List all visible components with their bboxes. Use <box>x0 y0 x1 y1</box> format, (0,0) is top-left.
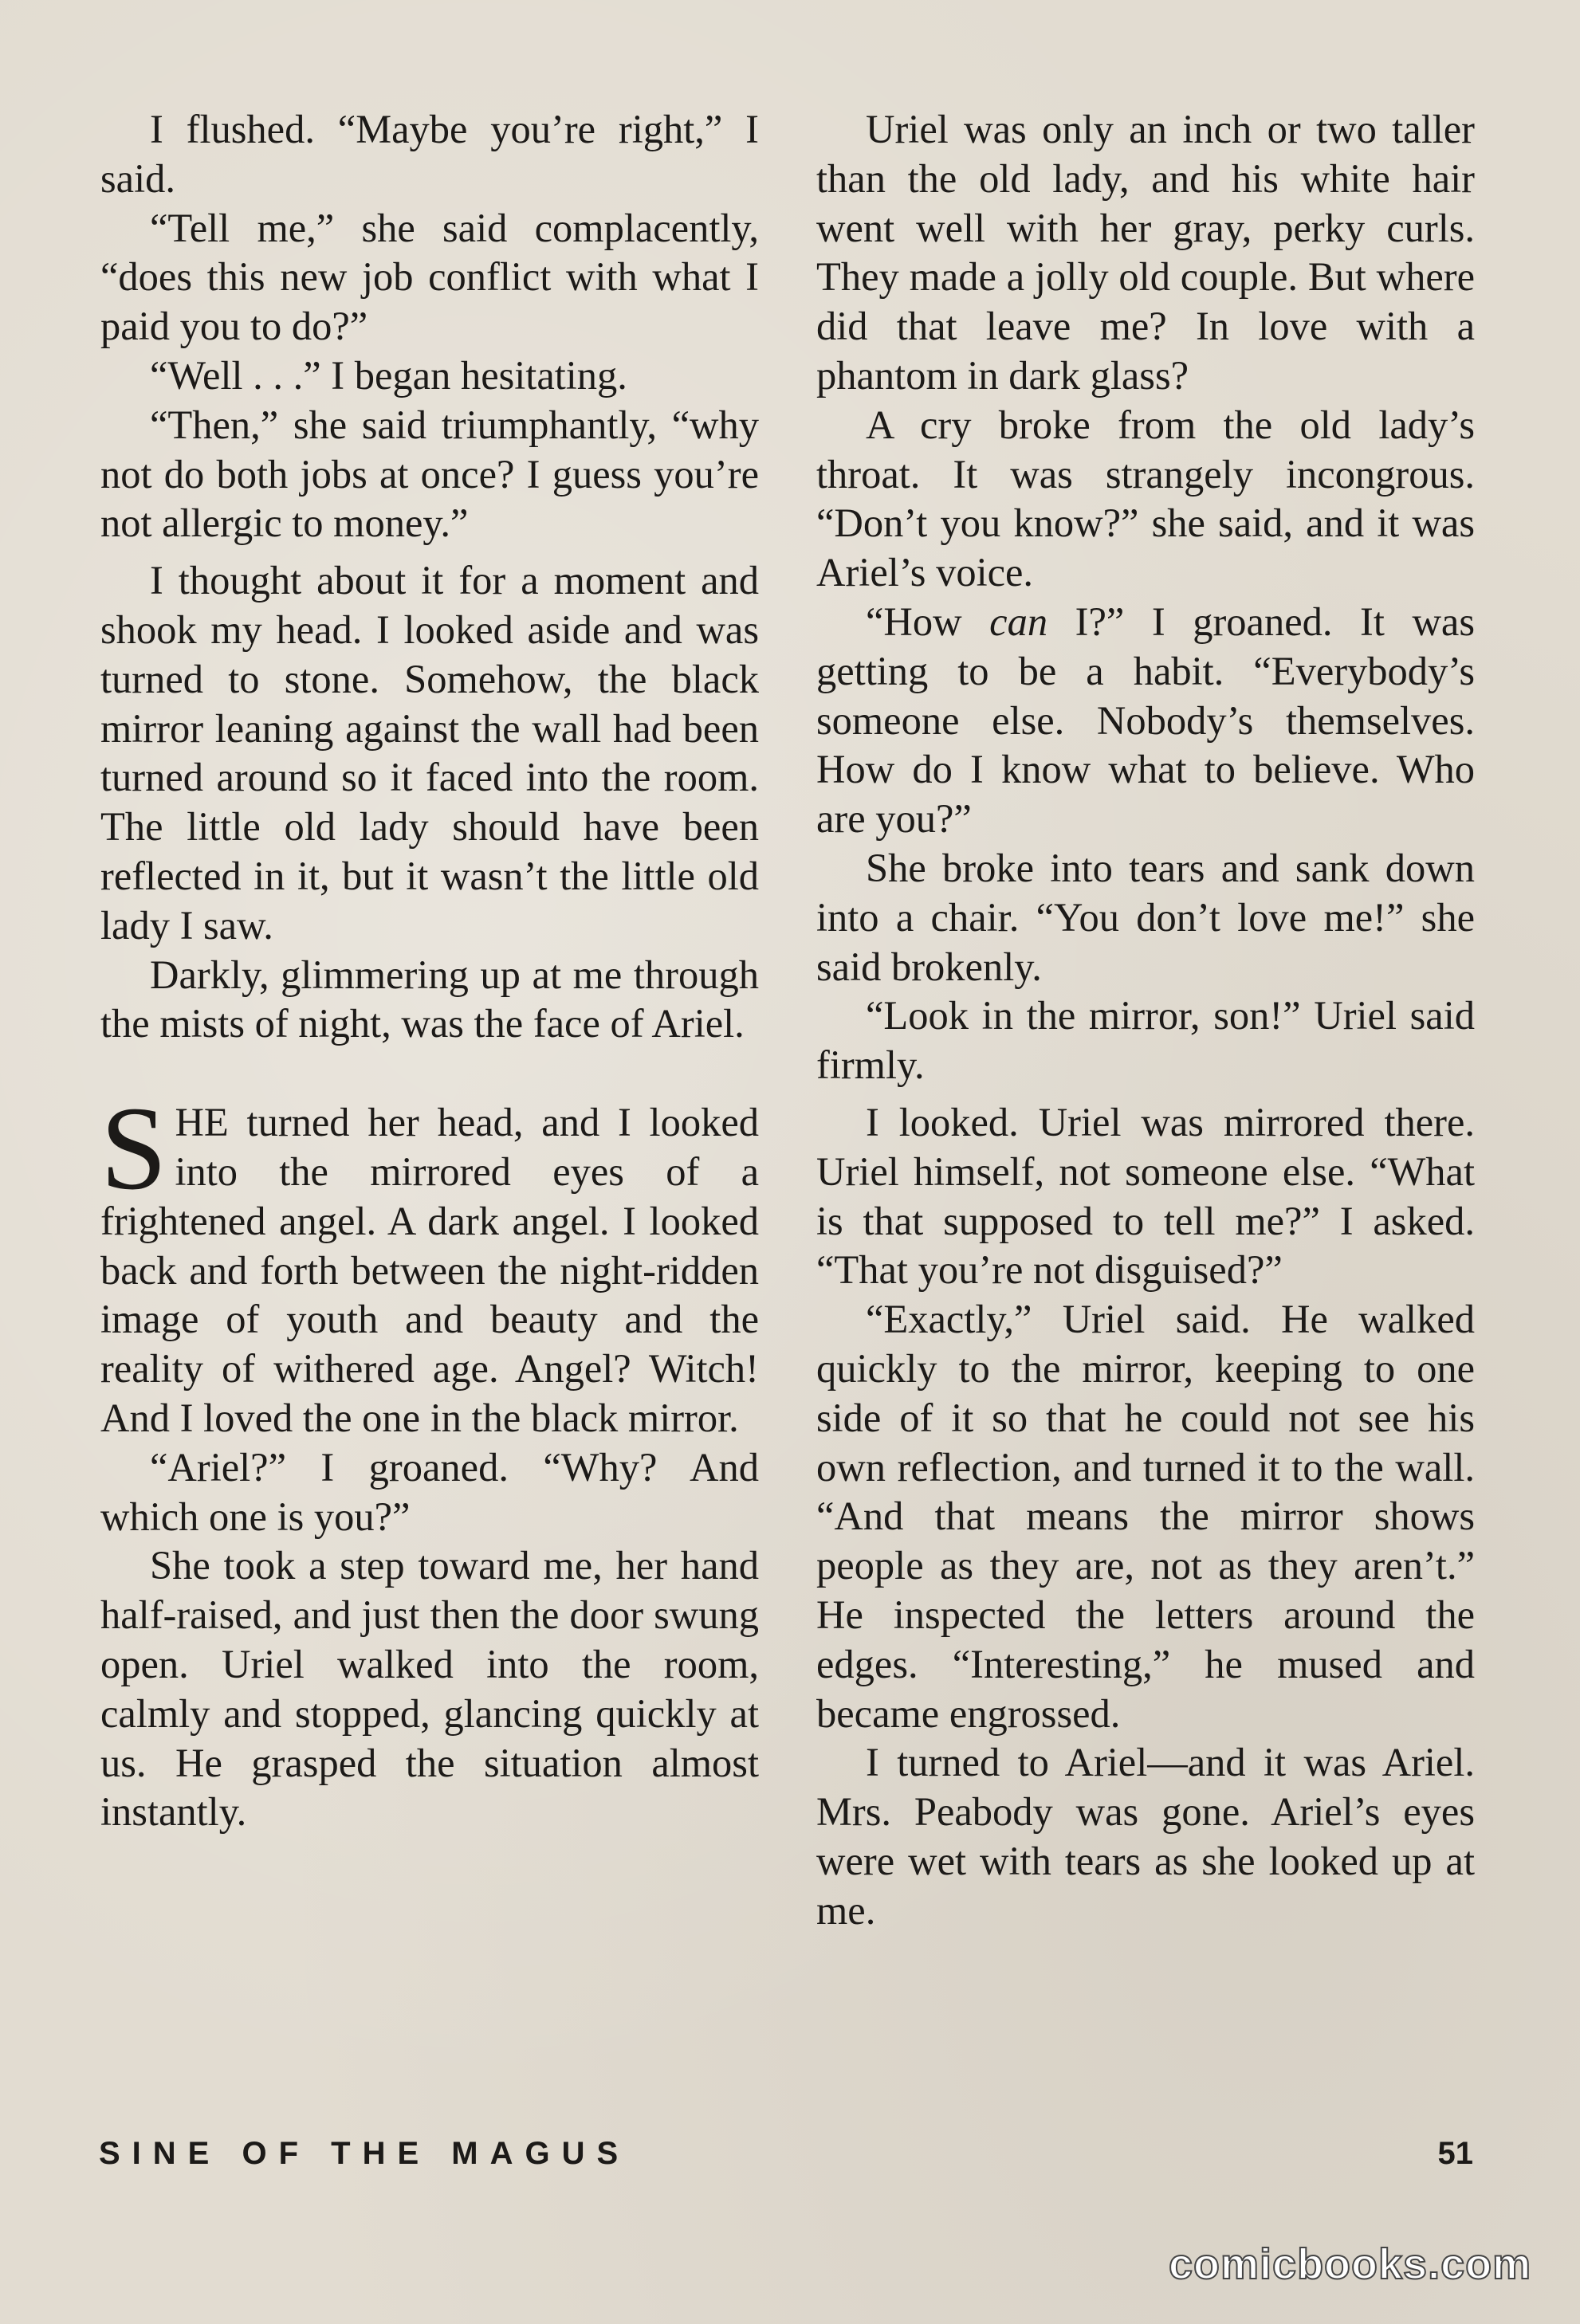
drop-cap: S <box>100 1082 167 1215</box>
paragraph: Darkly, glimmering up at me through the mists of night, was the face of Ariel. <box>100 952 759 1046</box>
paragraph-text: “How <box>866 599 990 644</box>
paragraph: I turned to Ariel—and it was Ariel. Mrs. Peabody was gone. Ariel’s eyes were wet with tears as she looked up at me. <box>816 1740 1475 1933</box>
paragraph: I looked. Uriel was mirrored there. Uriel himself, not someone else. “What is that supposed to tell me?” I asked. “That you’re not disguised?” <box>816 1099 1475 1293</box>
paragraph: “Look in the mirror, son!” Uriel said firmly. <box>816 993 1475 1088</box>
paragraph: “Exactly,” Uriel said. He walked quickly to the mirror, keeping to one side of it so that he could not see his own reflection, and turned it to the wall. “And that means the mirror shows people as they are, not as they aren’t.” He inspected the letters around the edges. “Interesting,” he mused and became engrossed. <box>816 1297 1475 1736</box>
paragraph: A cry broke from the old lady’s throat. It was strangely incongrous. “Don’t you know?” she said, and it was Ariel’s voice. <box>816 402 1475 595</box>
lead-caps: HE <box>175 1100 229 1145</box>
left-column <box>100 105 759 1837</box>
paragraph-text: I?” I groaned. It was getting to be a habit. “Everybody’s someone else. Nobody’s themselves. How do I know what to believe. Who are you?” <box>816 599 1475 842</box>
watermark-logo: comicbooks.com <box>1169 2240 1532 2288</box>
paragraph: Uriel was only an inch or two taller than the old lady, and his white hair went well with her gray, perky curls. They made a jolly old couple. But where did that leave me? In love with a phantom in dark glass? <box>816 107 1475 398</box>
paragraph: “Then,” she said triumphantly, “why not do both jobs at once? I guess you’re not allergic to money.” <box>100 402 759 546</box>
paragraph <box>816 598 1475 844</box>
section-opening-paragraph <box>100 1082 759 1443</box>
page-footer <box>99 2136 1473 2176</box>
paragraph: I thought about it for a moment and shook my head. I looked aside and was turned to stone. Somehow, the black mirror leaning against the wall had been turned around so it faced into the room. The little old lady should have been reflected in it, but it wasn’t the little old lady I saw. <box>100 558 759 948</box>
paragraph: I flushed. “Maybe you’re right,” I said. <box>100 107 759 201</box>
page-number: 51 <box>1437 2136 1473 2171</box>
emphasis-text: can <box>989 599 1048 644</box>
running-title: SINE OF THE MAGUS <box>99 2136 631 2171</box>
section-text: turned her head, and I looked into the mirrored eyes of a frightened angel. A dark angel. I looked back and forth between the night-ridden image of youth and beauty and the reality of withered age. Angel? Witch! And I loved the one in the black mirror. <box>100 1100 759 1440</box>
paragraph: “Well . . .” I began hesitating. <box>150 352 627 398</box>
paragraph: “Tell me,” she said complacently, “does this new job conflict with what I paid you to do?” <box>100 205 759 349</box>
paragraph: She took a step toward me, her hand half-raised, and just then the door swung open. Uriel walked into the room, calmly and stopped, glancing quickly at us. He grasped the situation almost instantly. <box>100 1543 759 1835</box>
paragraph: She broke into tears and sank down into a chair. “You don’t love me!” she said brokenly. <box>816 845 1475 989</box>
right-column <box>816 105 1475 1935</box>
paragraph: “Ariel?” I groaned. “Why? And which one is you?” <box>100 1444 759 1539</box>
